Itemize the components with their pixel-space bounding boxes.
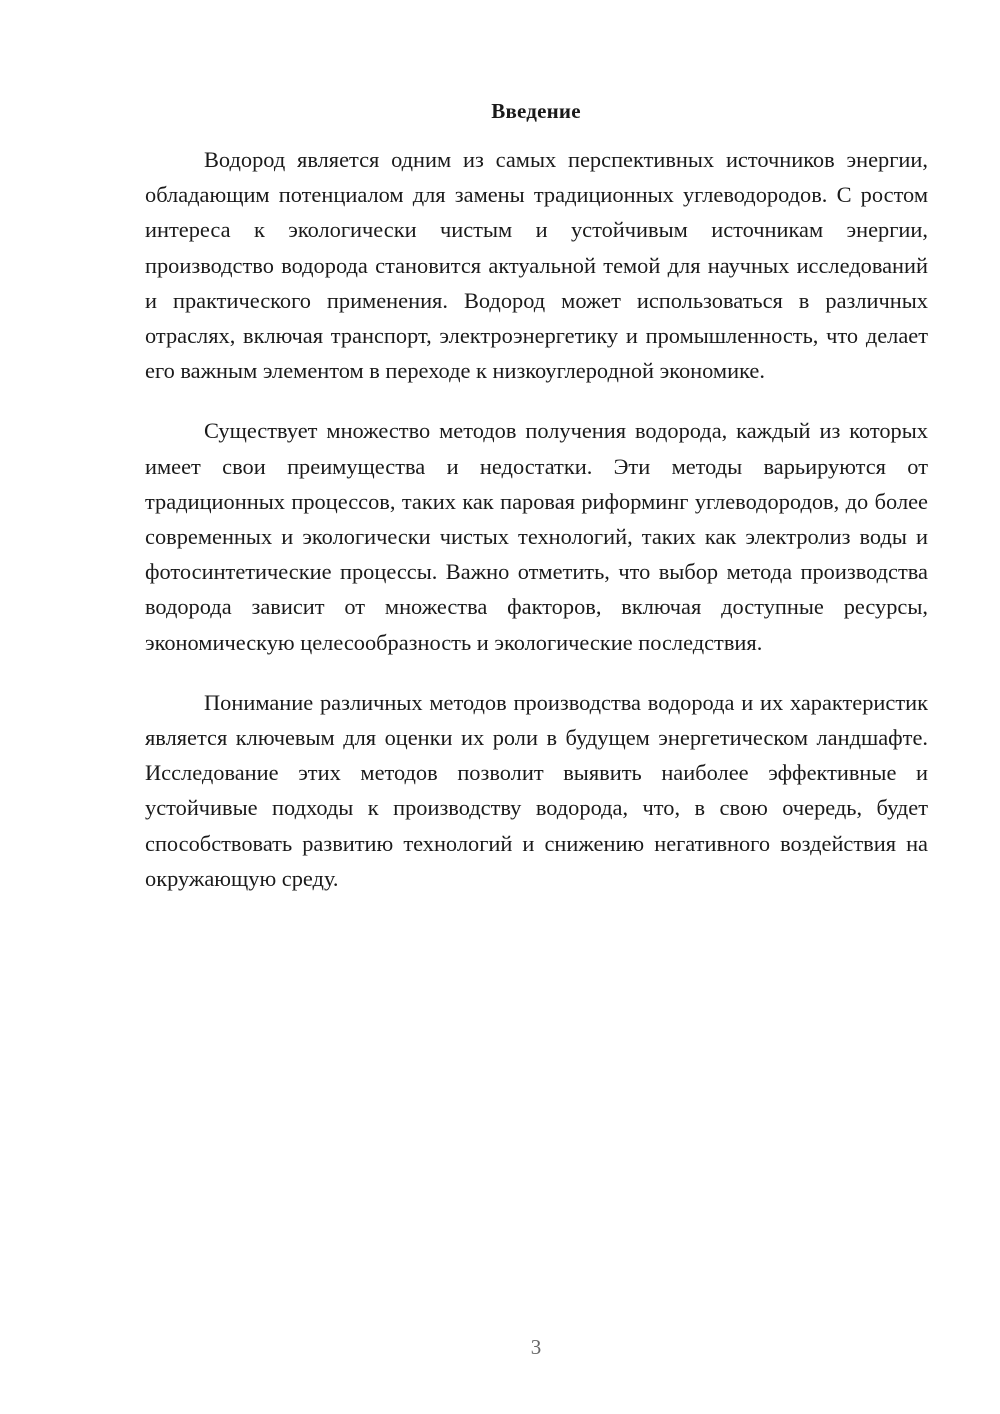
page-number: 3	[530, 1335, 542, 1359]
body-text	[145, 142, 928, 896]
paragraph-3: Понимание различных методов производства водорода и их характеристик является ключевым для оценки их роли в будущем энергетическом ландшафте. Исследование этих методов позволит выявить наиболее эффективные и устойчивые подходы к производству водорода, что, в свою очередь, будет способствовать развитию технологий и снижению негативного воздействия на окружающую среду.	[145, 689, 928, 891]
page-title: Введение	[491, 99, 581, 123]
paragraph-2: Существует множество методов получения водорода, каждый из которых имеет свои преимущества и недостатки. Эти методы варьируются от традиционных процессов, таких как паровая риформинг углеводородов, до более современных и экологически чистых технологий, таких как электролиз воды и фотосинтетические процессы. Важно отметить, что выбор метода производства водорода зависит от множества факторов, включая доступные ресурсы, экономическую целесообразность и экологические последствия.	[145, 418, 928, 655]
paragraph-1: Водород является одним из самых перспективных источников энергии, обладающим потенциалом для замены традиционных углеводородов. С ростом интереса к экологически чистым и устойчивым источникам энергии, производство водорода становится актуальной темой для научных исследований и практического применения. Водород может использоваться в различных отраслях, включая транспорт, электроэнергетику и промышленность, что делает его важным элементом в переходе к низкоуглеродной экономике.	[145, 147, 928, 384]
